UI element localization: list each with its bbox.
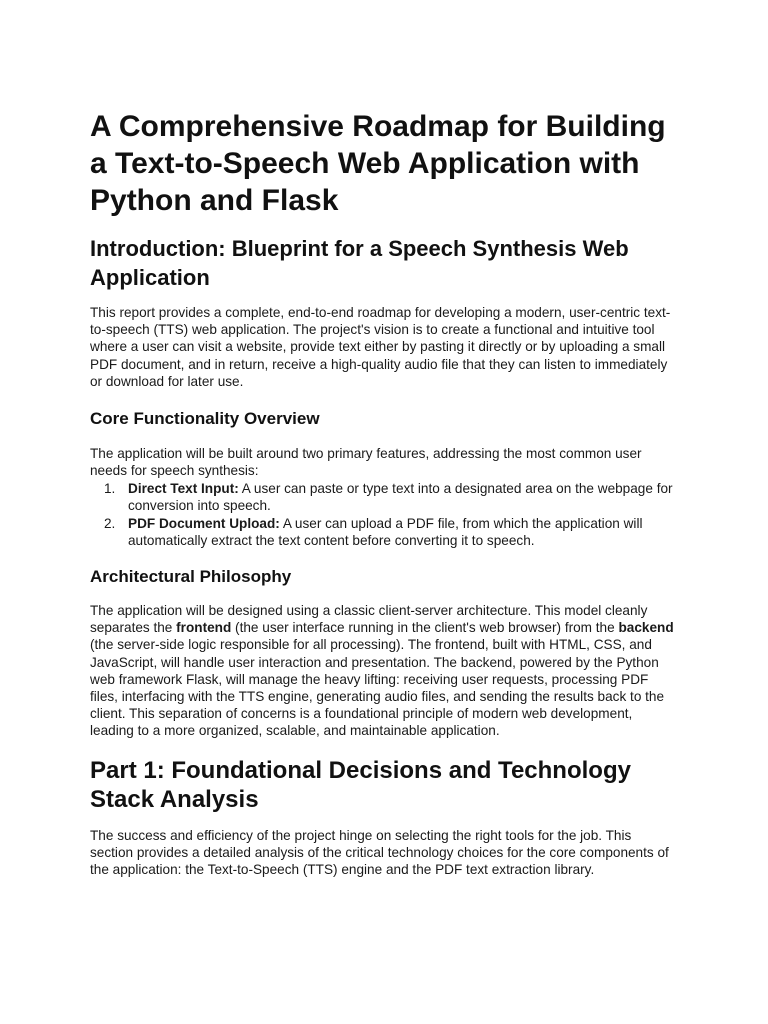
list-item-label: PDF Document Upload: xyxy=(128,515,280,531)
intro-paragraph: This report provides a complete, end-to-end roadmap for developing a modern, user-centric text-to-speech (TTS) web application. The project's vision is to create a functional and intuitive tool where a user can visit a website, provide text either by pasting it directly or by uploading a small PDF document, and in return, receive a high-quality audio file that they can listen to immediately or download for later use. xyxy=(90,305,671,389)
intro-heading: Introduction: Blueprint for a Speech Synthesis Web Application xyxy=(90,236,629,290)
core-functionality-heading: Core Functionality Overview xyxy=(90,409,320,428)
part1-paragraph: The success and efficiency of the project hinge on selecting the right tools for the job. This section provides a detailed analysis of the critical technology choices for the core components of the application: the Text-to-Speech (TTS) engine and the PDF text extraction library. xyxy=(90,828,669,878)
list-item xyxy=(90,480,676,514)
list-item-text: A user can upload a PDF file, from which the application will automatically extract the text content before converting it to speech. xyxy=(128,515,643,549)
list-item-label: Direct Text Input: xyxy=(128,481,239,496)
part1-heading: Part 1: Foundational Decisions and Technology Stack Analysis xyxy=(90,757,631,813)
list-item xyxy=(90,515,676,549)
list-item-text: A user can paste or type text into a designated area on the webpage for conversion into speech. xyxy=(128,481,673,514)
frontend-term: frontend xyxy=(176,620,232,636)
architectural-philosophy-paragraph xyxy=(90,602,676,740)
feature-list xyxy=(90,480,676,550)
architectural-philosophy-heading: Architectural Philosophy xyxy=(90,567,292,586)
list-item-number: 1. xyxy=(104,481,116,496)
core-functionality-paragraph: The application will be built around two primary features, addressing the most common user needs for speech synthesis: xyxy=(90,446,642,479)
list-item-number: 2. xyxy=(104,515,116,531)
arch-text-a: The application will be designed using a classic client-server architecture. This model cleanly separates the xyxy=(90,603,648,636)
arch-text-b: (the user interface running in the client's web browser) from the xyxy=(231,620,619,636)
document-title: A Comprehensive Roadmap for Building a Text-to-Speech Web Application with Python and Flask xyxy=(90,110,666,217)
backend-term: backend xyxy=(618,620,674,636)
arch-text-c: (the server-side logic responsible for all processing). The frontend, built with HTML, CSS, and JavaScript, will handle user interaction and presentation. The backend, powered by the Python web framework Flask, will manage the heavy lifting: receiving user requests, processing PDF files, interfacing with the TTS engine, generating audio files, and sending the results back to the client. This separation of concerns is a foundational principle of modern web development, leading to a more organized, scalable, and maintainable application. xyxy=(90,637,665,739)
